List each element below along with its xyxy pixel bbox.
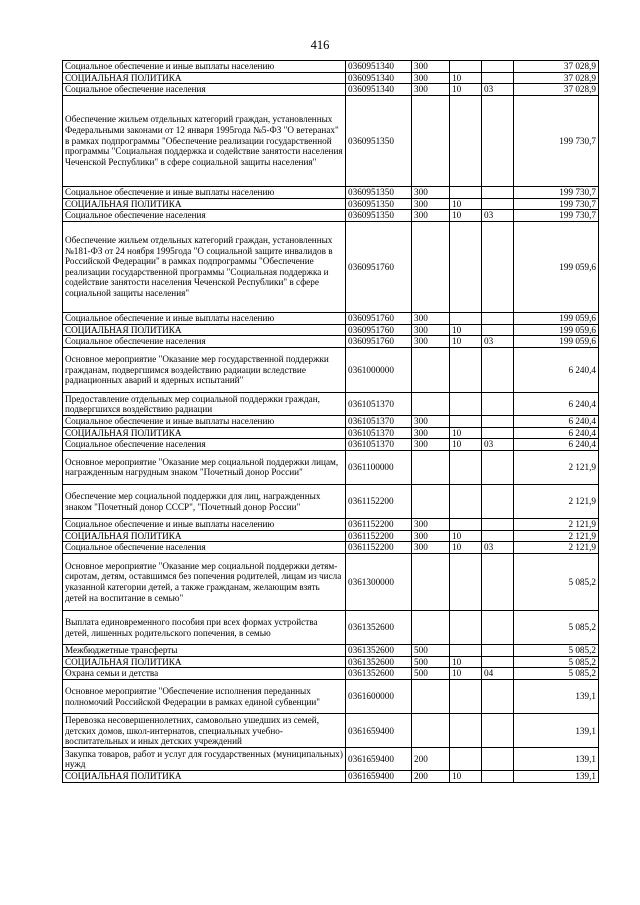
subsection-cell xyxy=(482,748,514,771)
target-article-cell: 0361659400 xyxy=(346,714,412,748)
item-name-cell: Обеспечение мер социальной поддержки для лиц, награжденных знаком "Почетный донор СССР", "Почетный донор России" xyxy=(63,485,346,519)
amount-cell: 2 121,9 xyxy=(514,542,599,554)
target-article-cell: 0361152200 xyxy=(346,542,412,554)
target-article-cell: 0360951340 xyxy=(346,61,412,73)
section-cell: 10 xyxy=(450,72,482,84)
target-article-cell: 0361152200 xyxy=(346,485,412,519)
section-cell: 10 xyxy=(450,427,482,439)
amount-cell: 6 240,4 xyxy=(514,393,599,416)
expense-type-cell xyxy=(412,347,450,393)
target-article-cell: 0361352600 xyxy=(346,668,412,680)
subsection-cell xyxy=(482,450,514,484)
section-cell xyxy=(450,714,482,748)
subsection-cell xyxy=(482,95,514,186)
target-article-cell: 0360951350 xyxy=(346,95,412,186)
expense-type-cell xyxy=(412,393,450,416)
item-name-cell: Охрана семьи и детства xyxy=(63,668,346,680)
amount-cell: 199 730,7 xyxy=(514,186,599,198)
subsection-cell xyxy=(482,72,514,84)
item-name-cell: Социальное обеспечение и иные выплаты населению xyxy=(63,186,346,198)
expense-type-cell: 300 xyxy=(412,336,450,348)
item-name-cell: Социальное обеспечение населения xyxy=(63,542,346,554)
section-cell: 10 xyxy=(450,771,482,783)
expense-type-cell: 300 xyxy=(412,427,450,439)
target-article-cell: 0361051370 xyxy=(346,427,412,439)
page-number: 416 xyxy=(310,38,330,52)
table-row xyxy=(63,84,599,96)
subsection-cell xyxy=(482,611,514,645)
target-article-cell: 0361659400 xyxy=(346,748,412,771)
section-cell xyxy=(450,393,482,416)
section-cell xyxy=(450,416,482,428)
budget-table xyxy=(62,60,599,783)
table-row xyxy=(63,416,599,428)
expense-type-cell: 300 xyxy=(412,186,450,198)
target-article-cell: 0361352600 xyxy=(346,656,412,668)
section-cell xyxy=(450,680,482,714)
item-name-cell: Социальное обеспечение и иные выплаты населению xyxy=(63,61,346,73)
amount-cell: 199 059,6 xyxy=(514,221,599,312)
item-name-cell: Обеспечение жильем отдельных категорий граждан, установленных Федеральными законами от 12 января 1995года №5-ФЗ "О ветеранах" в рамках подпрограммы "Обеспечение реализации государственной программы "Социальная поддержка и содействие занятости населения Чеченской Республики" в сфере социальной защиты населения" xyxy=(63,95,346,186)
section-cell xyxy=(450,312,482,324)
table-row xyxy=(63,485,599,519)
table-row xyxy=(63,748,599,771)
amount-cell: 199 059,6 xyxy=(514,336,599,348)
section-cell: 10 xyxy=(450,542,482,554)
item-name-cell: Социальное обеспечение населения xyxy=(63,84,346,96)
section-cell: 10 xyxy=(450,530,482,542)
expense-type-cell: 300 xyxy=(412,210,450,222)
target-article-cell: 0361600000 xyxy=(346,680,412,714)
amount-cell: 37 028,9 xyxy=(514,84,599,96)
expense-type-cell: 300 xyxy=(412,439,450,451)
section-cell xyxy=(450,61,482,73)
expense-type-cell xyxy=(412,221,450,312)
section-cell xyxy=(450,221,482,312)
item-name-cell: СОЦИАЛЬНАЯ ПОЛИТИКА xyxy=(63,198,346,210)
amount-cell: 199 730,7 xyxy=(514,198,599,210)
table-row xyxy=(63,324,599,336)
table-row xyxy=(63,312,599,324)
item-name-cell: СОЦИАЛЬНАЯ ПОЛИТИКА xyxy=(63,427,346,439)
item-name-cell: СОЦИАЛЬНАЯ ПОЛИТИКА xyxy=(63,656,346,668)
item-name-cell: Закупка товаров, работ и услуг для государственных (муниципальных) нужд xyxy=(63,748,346,771)
section-cell xyxy=(450,450,482,484)
target-article-cell: 0361152200 xyxy=(346,530,412,542)
table-row xyxy=(63,450,599,484)
table-row xyxy=(63,611,599,645)
item-name-cell: СОЦИАЛЬНАЯ ПОЛИТИКА xyxy=(63,324,346,336)
table-row xyxy=(63,656,599,668)
target-article-cell: 0360951340 xyxy=(346,72,412,84)
section-cell: 10 xyxy=(450,324,482,336)
expense-type-cell: 200 xyxy=(412,748,450,771)
item-name-cell: Обеспечение жильем отдельных категорий граждан, установленных №181-ФЗ от 24 ноября 1995года "О социальной защите инвалидов в Российской Федерации" в рамках подпрограммы "Обеспечение реализации государственной программы "Социальная поддержка и содействие занятости населения Чеченской Республики" в сфере социальной защиты населения" xyxy=(63,221,346,312)
subsection-cell xyxy=(482,186,514,198)
target-article-cell: 0361000000 xyxy=(346,347,412,393)
section-cell: 10 xyxy=(450,84,482,96)
table-row xyxy=(63,427,599,439)
subsection-cell xyxy=(482,554,514,611)
target-article-cell: 0360951760 xyxy=(346,312,412,324)
table-row xyxy=(63,198,599,210)
section-cell: 10 xyxy=(450,439,482,451)
table-row xyxy=(63,210,599,222)
subsection-cell xyxy=(482,519,514,531)
section-cell xyxy=(450,748,482,771)
target-article-cell: 0360951760 xyxy=(346,336,412,348)
subsection-cell: 03 xyxy=(482,439,514,451)
amount-cell: 199 730,7 xyxy=(514,95,599,186)
subsection-cell xyxy=(482,416,514,428)
target-article-cell: 0360951350 xyxy=(346,210,412,222)
subsection-cell xyxy=(482,198,514,210)
amount-cell: 5 085,2 xyxy=(514,656,599,668)
target-article-cell: 0361051370 xyxy=(346,393,412,416)
amount-cell: 2 121,9 xyxy=(514,450,599,484)
section-cell xyxy=(450,519,482,531)
amount-cell: 5 085,2 xyxy=(514,554,599,611)
item-name-cell: Основное мероприятие "Оказание мер социальной поддержки детям-сиротам, детям, оставшимся без попечения родителей, лицам из числа указанной категории детей, а также гражданам, желающим взять детей на воспитание в семью" xyxy=(63,554,346,611)
table-row xyxy=(63,61,599,73)
expense-type-cell xyxy=(412,714,450,748)
subsection-cell xyxy=(482,656,514,668)
table-row xyxy=(63,530,599,542)
amount-cell: 139,1 xyxy=(514,680,599,714)
section-cell xyxy=(450,645,482,657)
section-cell: 10 xyxy=(450,668,482,680)
expense-type-cell xyxy=(412,554,450,611)
table-row xyxy=(63,519,599,531)
subsection-cell xyxy=(482,530,514,542)
expense-type-cell: 300 xyxy=(412,84,450,96)
item-name-cell: СОЦИАЛЬНАЯ ПОЛИТИКА xyxy=(63,771,346,783)
section-cell: 10 xyxy=(450,656,482,668)
subsection-cell xyxy=(482,714,514,748)
expense-type-cell: 500 xyxy=(412,668,450,680)
amount-cell: 6 240,4 xyxy=(514,347,599,393)
target-article-cell: 0360951350 xyxy=(346,186,412,198)
expense-type-cell: 300 xyxy=(412,72,450,84)
section-cell xyxy=(450,611,482,645)
section-cell: 10 xyxy=(450,198,482,210)
target-article-cell: 0361352600 xyxy=(346,611,412,645)
target-article-cell: 0361051370 xyxy=(346,439,412,451)
table-row xyxy=(63,95,599,186)
subsection-cell xyxy=(482,645,514,657)
expense-type-cell: 200 xyxy=(412,771,450,783)
subsection-cell: 03 xyxy=(482,84,514,96)
section-cell: 10 xyxy=(450,210,482,222)
expense-type-cell: 300 xyxy=(412,416,450,428)
amount-cell: 2 121,9 xyxy=(514,530,599,542)
item-name-cell: Социальное обеспечение населения xyxy=(63,210,346,222)
subsection-cell xyxy=(482,393,514,416)
item-name-cell: Социальное обеспечение населения xyxy=(63,439,346,451)
subsection-cell: 03 xyxy=(482,336,514,348)
section-cell xyxy=(450,485,482,519)
item-name-cell: Социальное обеспечение и иные выплаты населению xyxy=(63,312,346,324)
target-article-cell: 0361300000 xyxy=(346,554,412,611)
expense-type-cell xyxy=(412,680,450,714)
target-article-cell: 0361051370 xyxy=(346,416,412,428)
item-name-cell: СОЦИАЛЬНАЯ ПОЛИТИКА xyxy=(63,72,346,84)
target-article-cell: 0361352600 xyxy=(346,645,412,657)
table-row xyxy=(63,542,599,554)
amount-cell: 5 085,2 xyxy=(514,611,599,645)
target-article-cell: 0360951340 xyxy=(346,84,412,96)
table-row xyxy=(63,439,599,451)
amount-cell: 199 059,6 xyxy=(514,312,599,324)
subsection-cell xyxy=(482,324,514,336)
item-name-cell: Социальное обеспечение и иные выплаты населению xyxy=(63,519,346,531)
amount-cell: 5 085,2 xyxy=(514,668,599,680)
item-name-cell: Перевозка несовершеннолетних, самовольно ушедших из семей, детских домов, школ-интернатов, специальных учебно-воспитательных и иных детских учреждений xyxy=(63,714,346,748)
table-row xyxy=(63,393,599,416)
expense-type-cell: 300 xyxy=(412,324,450,336)
target-article-cell: 0360951760 xyxy=(346,221,412,312)
subsection-cell: 04 xyxy=(482,668,514,680)
amount-cell: 6 240,4 xyxy=(514,439,599,451)
subsection-cell xyxy=(482,680,514,714)
subsection-cell xyxy=(482,427,514,439)
section-cell xyxy=(450,347,482,393)
target-article-cell: 0360951760 xyxy=(346,324,412,336)
amount-cell: 6 240,4 xyxy=(514,427,599,439)
amount-cell: 2 121,9 xyxy=(514,485,599,519)
table-row xyxy=(63,714,599,748)
expense-type-cell: 300 xyxy=(412,519,450,531)
item-name-cell: СОЦИАЛЬНАЯ ПОЛИТИКА xyxy=(63,530,346,542)
target-article-cell: 0361659400 xyxy=(346,771,412,783)
amount-cell: 37 028,9 xyxy=(514,72,599,84)
expense-type-cell: 300 xyxy=(412,542,450,554)
amount-cell: 2 121,9 xyxy=(514,519,599,531)
subsection-cell xyxy=(482,61,514,73)
subsection-cell xyxy=(482,347,514,393)
subsection-cell: 03 xyxy=(482,542,514,554)
amount-cell: 37 028,9 xyxy=(514,61,599,73)
amount-cell: 5 085,2 xyxy=(514,645,599,657)
expense-type-cell: 300 xyxy=(412,61,450,73)
item-name-cell: Основное мероприятие "Оказание мер социальной поддержки лицам, награжденным нагрудным знаком "Почетный донор России" xyxy=(63,450,346,484)
table-row xyxy=(63,668,599,680)
expense-type-cell xyxy=(412,611,450,645)
table-row xyxy=(63,186,599,198)
item-name-cell: Выплата единовременного пособия при всех формах устройства детей, лишенных родительского попечения, в семью xyxy=(63,611,346,645)
expense-type-cell xyxy=(412,450,450,484)
item-name-cell: Социальное обеспечение населения xyxy=(63,336,346,348)
section-cell xyxy=(450,95,482,186)
target-article-cell: 0361152200 xyxy=(346,519,412,531)
amount-cell: 199 730,7 xyxy=(514,210,599,222)
subsection-cell xyxy=(482,485,514,519)
section-cell: 10 xyxy=(450,336,482,348)
table-row xyxy=(63,221,599,312)
expense-type-cell: 500 xyxy=(412,645,450,657)
table-row xyxy=(63,554,599,611)
table-row xyxy=(63,680,599,714)
subsection-cell: 03 xyxy=(482,210,514,222)
item-name-cell: Межбюджетные трансферты xyxy=(63,645,346,657)
amount-cell: 199 059,6 xyxy=(514,324,599,336)
table-row xyxy=(63,347,599,393)
subsection-cell xyxy=(482,771,514,783)
subsection-cell xyxy=(482,221,514,312)
item-name-cell: Социальное обеспечение и иные выплаты населению xyxy=(63,416,346,428)
target-article-cell: 0360951350 xyxy=(346,198,412,210)
table-row xyxy=(63,771,599,783)
amount-cell: 139,1 xyxy=(514,748,599,771)
expense-type-cell: 300 xyxy=(412,530,450,542)
section-cell xyxy=(450,554,482,611)
expense-type-cell: 300 xyxy=(412,312,450,324)
budget-table-body xyxy=(63,61,599,783)
expense-type-cell: 500 xyxy=(412,656,450,668)
section-cell xyxy=(450,186,482,198)
table-row xyxy=(63,336,599,348)
target-article-cell: 0361100000 xyxy=(346,450,412,484)
amount-cell: 139,1 xyxy=(514,771,599,783)
amount-cell: 139,1 xyxy=(514,714,599,748)
table-row xyxy=(63,645,599,657)
table-row xyxy=(63,72,599,84)
item-name-cell: Основное мероприятие "Оказание мер государственной поддержки гражданам, подвергшимся воздействию радиации вследствие радиационных аварий и ядерных испытаний" xyxy=(63,347,346,393)
expense-type-cell xyxy=(412,95,450,186)
subsection-cell xyxy=(482,312,514,324)
expense-type-cell: 300 xyxy=(412,198,450,210)
amount-cell: 6 240,4 xyxy=(514,416,599,428)
item-name-cell: Предоставление отдельных мер социальной поддержки граждан, подвергшихся воздействию радиации xyxy=(63,393,346,416)
item-name-cell: Основное мероприятие "Обеспечение исполнения переданных полномочий Российской Федерации в рамках единой субвенции" xyxy=(63,680,346,714)
expense-type-cell xyxy=(412,485,450,519)
